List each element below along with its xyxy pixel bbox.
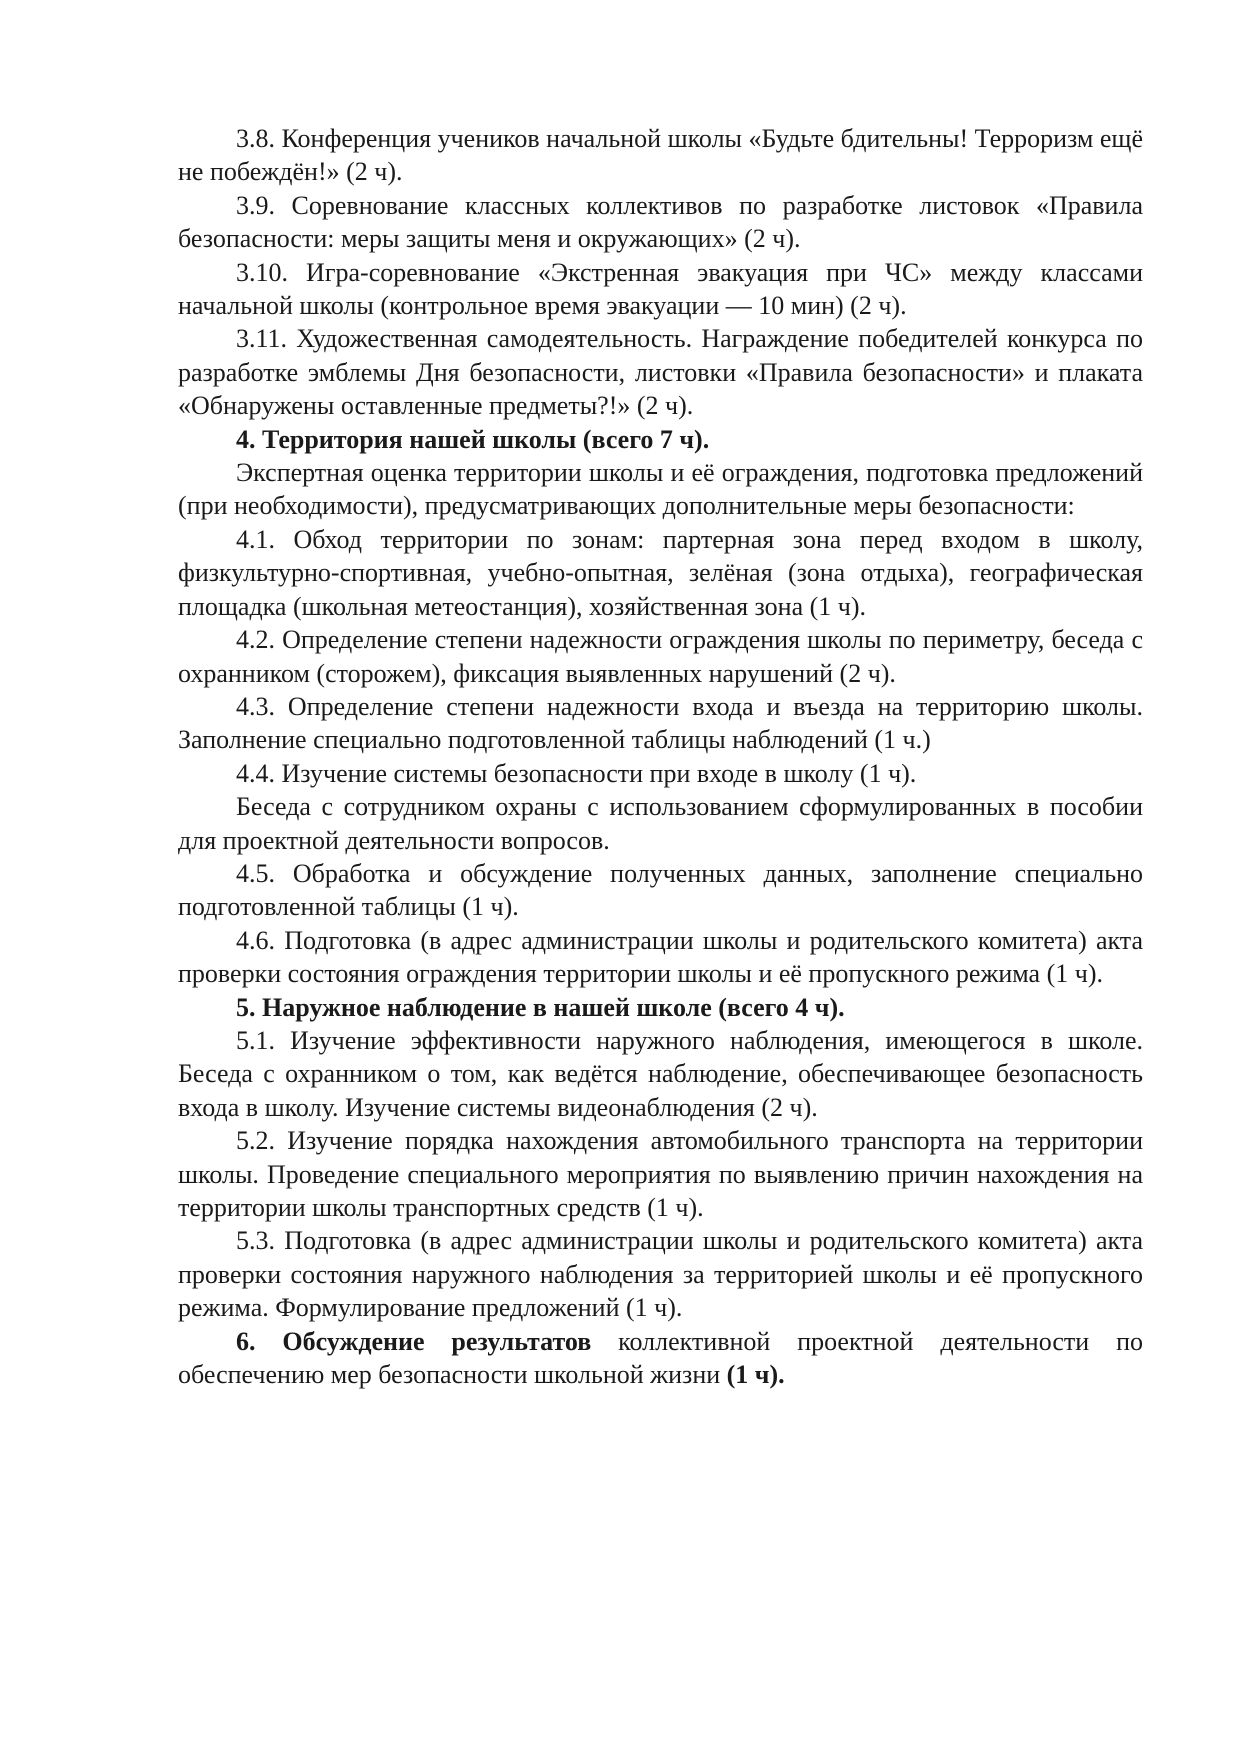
paragraph-4-2: 4.2. Определение степени надежности ограждения школы по периметру, беседа с охранником (сторожем), фиксация выявленных нарушений (2 ч). xyxy=(178,625,1143,688)
paragraph-3-9: 3.9. Соревнование классных коллективов по разработке листовок «Правила безопасности: меры защиты меня и окружающих» (2 ч). xyxy=(178,190,1143,254)
paragraph-3-8: 3.8. Конференция учеников начальной школы «Будьте бдительны! Терроризм ещё не побеждён!» (2 ч). xyxy=(178,124,1143,187)
paragraph-4-5: 4.5. Обработка и обсуждение полученных данных, заполнение специально подготовленной таблицы (1 ч). xyxy=(178,858,1143,922)
section-heading-5: 5. Наружное наблюдение в нашей школе (всего 4 ч). xyxy=(236,992,845,1022)
paragraph-4-3: 4.3. Определение степени надежности входа и въезда на территорию школы. Заполнение специально подготовленной таблицы наблюдений (1 ч.) xyxy=(178,691,1143,755)
section-heading-4: 4. Территория нашей школы (всего 7 ч). xyxy=(236,424,710,454)
paragraph-6 xyxy=(178,1325,1143,1392)
paragraph-4-1: 4.1. Обход территории по зонам: партерная зона перед входом в школу, физкультурно-спортивная, учебно-опытная, зелёная (зона отдыха), географическая площадка (школьная метеостанция), хозяйственная зона (1 ч). xyxy=(178,524,1143,621)
paragraph-4-4-conversation: Беседа с сотрудником охраны с использованием сформулированных в пособии для проектной деятельности вопросов. xyxy=(178,792,1143,855)
paragraph-3-11: 3.11. Художественная самодеятельность. Награждение победителей конкурса по разработке эмблемы Дня безопасности, листовки «Правила безопасности» и плаката «Обнаружены оставленные предметы?!» (2 ч). xyxy=(178,324,1143,421)
paragraph-5-3: 5.3. Подготовка (в адрес администрации школы и родительского комитета) акта проверки состояния наружного наблюдения за территорией школы и её пропускного режима. Формулирование предложений (1 ч). xyxy=(178,1226,1143,1323)
paragraph-6-bold-tail: (1 ч). xyxy=(726,1360,785,1390)
paragraph-4-4: 4.4. Изучение системы безопасности при входе в школу (1 ч). xyxy=(236,758,917,788)
document-page xyxy=(178,122,1143,1391)
paragraph-6-bold-lead: 6. Обсуждение результатов xyxy=(236,1326,592,1356)
paragraph-3-10: 3.10. Игра-соревнование «Экстренная эвакуация при ЧС» между классами начальной школы (контрольное время эвакуации — 10 мин) (2 ч). xyxy=(178,257,1143,321)
paragraph-5-2: 5.2. Изучение порядка нахождения автомобильного транспорта на территории школы. Проведение специального мероприятия по выявлению причин нахождения на территории школы транспортных средств (1 ч). xyxy=(178,1126,1143,1222)
paragraph-4-intro: Экспертная оценка территории школы и её ограждения, подготовка предложений (при необходимости), предусматривающих дополнительные меры безопасности: xyxy=(178,458,1143,521)
paragraph-5-1: 5.1. Изучение эффективности наружного наблюдения, имеющегося в школе. Беседа с охранником о том, как ведётся наблюдение, обеспечивающее безопасность входа в школу. Изучение системы видеонаблюдения (2 ч). xyxy=(178,1025,1143,1122)
paragraph-4-6: 4.6. Подготовка (в адрес администрации школы и родительского комитета) акта проверки состояния ограждения территории школы и её пропускного режима (1 ч). xyxy=(178,925,1143,989)
paragraph-6-text: коллективной проектной деятельности по обеспечению мер безопасности школьной жизни xyxy=(178,1326,1143,1390)
